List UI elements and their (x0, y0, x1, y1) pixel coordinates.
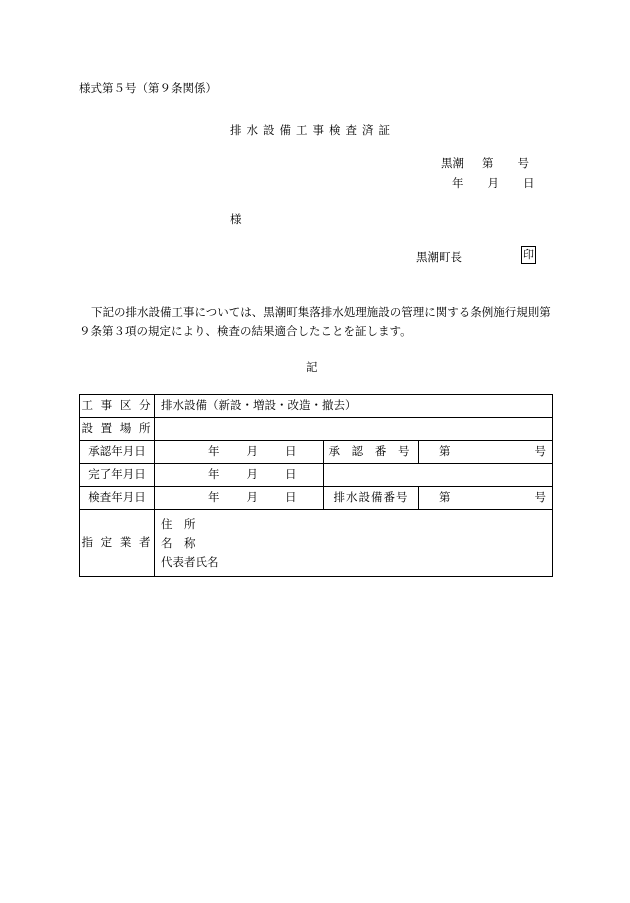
inspection-year: 年 (208, 490, 220, 505)
contractor-label: 指 定 業 者 (80, 510, 155, 577)
work-type-value: 排水設備（新設・増設・改造・撤去） (155, 395, 553, 418)
blank-cell (419, 464, 553, 487)
table-row (80, 395, 553, 418)
approval-dai: 第 (439, 444, 451, 459)
inspection-month: 月 (246, 490, 258, 505)
table-row (80, 464, 553, 487)
completion-month: 月 (246, 467, 258, 482)
number-prefix: 黒潮 (441, 156, 464, 170)
inspection-date-value (155, 487, 324, 510)
body-paragraph: 下記の排水設備工事については、黒潮町集落排水処理施設の管理に関する条例施行規則第９条第３項の規定により、検査の結果適合したことを証します。 (79, 305, 551, 338)
drain-number-value (419, 487, 553, 510)
approval-go: 号 (534, 444, 546, 459)
completion-day: 日 (285, 467, 297, 482)
table-row (80, 441, 553, 464)
completion-date-value (155, 464, 324, 487)
document-number-line (441, 158, 529, 170)
location-value (155, 418, 553, 441)
contractor-representative: 代表者氏名 (161, 554, 219, 569)
contractor-value (155, 510, 553, 577)
approval-date-label: 承認年月日 (80, 441, 155, 464)
drain-go: 号 (534, 490, 546, 505)
completion-date-label: 完了年月日 (80, 464, 155, 487)
details-table (79, 394, 553, 577)
number-go: 号 (517, 156, 529, 170)
approval-number-label: 承 認 番 号 (324, 441, 419, 464)
completion-year: 年 (208, 467, 220, 482)
table-row (80, 510, 553, 577)
issue-year: 年 (452, 176, 464, 190)
contractor-address: 住 所 (161, 516, 196, 531)
work-type-label: 工 事 区 分 (80, 395, 155, 418)
issuer-name: 黒潮町長 (416, 250, 462, 264)
blank-cell (324, 464, 419, 487)
addressee-suffix: 様 (230, 212, 242, 226)
issue-month: 月 (487, 176, 499, 190)
table-row (80, 418, 553, 441)
issue-day: 日 (523, 176, 535, 190)
location-label: 設 置 場 所 (80, 418, 155, 441)
document-title: 排水設備工事検査済証 (230, 123, 395, 137)
ki-heading: 記 (306, 360, 318, 374)
seal-stamp: 印 (521, 246, 536, 264)
drain-number-label: 排水設備番号 (324, 487, 419, 510)
number-dai: 第 (482, 156, 494, 170)
inspection-date-label: 検査年月日 (80, 487, 155, 510)
contractor-name: 名 称 (161, 535, 196, 550)
form-number: 様式第５号（第９条関係） (79, 81, 217, 95)
approval-day: 日 (285, 444, 297, 459)
approval-year: 年 (208, 444, 220, 459)
approval-date-value (155, 441, 324, 464)
approval-number-value (419, 441, 553, 464)
issue-date-line (452, 178, 535, 190)
approval-month: 月 (246, 444, 258, 459)
drain-dai: 第 (439, 490, 451, 505)
inspection-day: 日 (285, 490, 297, 505)
table-row (80, 487, 553, 510)
